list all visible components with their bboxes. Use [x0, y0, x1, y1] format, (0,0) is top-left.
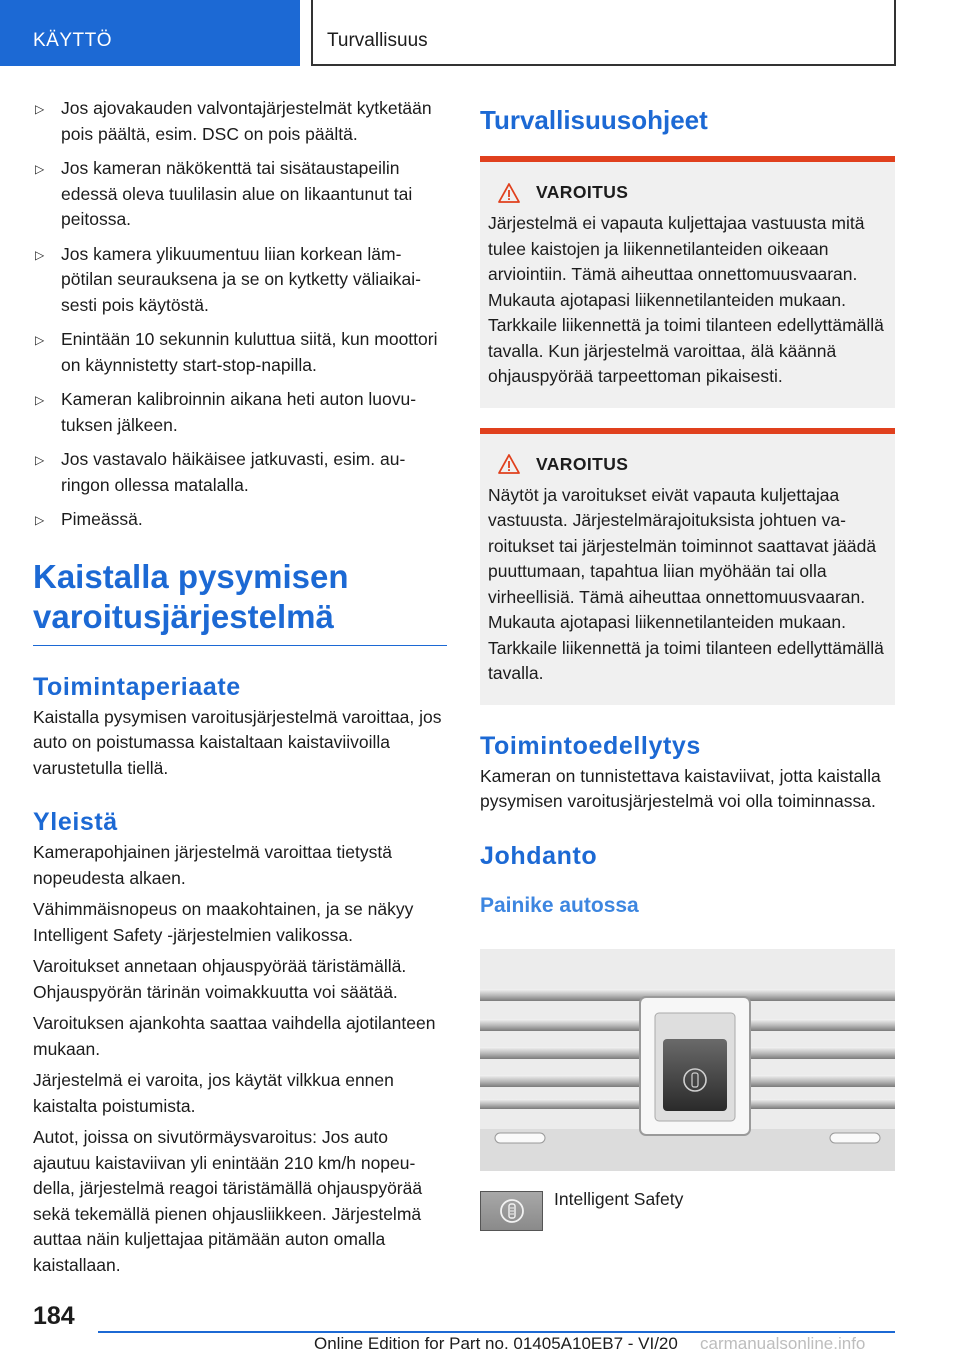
list-item: ▷ Enintään 10 sekunnin kuluttua siitä, kun moottori on käynnistetty start-stop-napilla.	[35, 329, 438, 375]
warning-triangle-icon	[498, 454, 520, 474]
list-item: ▷ Jos ajovakauden valvontajärjestelmät kytketään pois päältä, esim. DSC on pois päältä.	[35, 98, 432, 144]
list-item: ▷ Jos vastavalo häikäisee jatkuvasti, esim. auringon ollessa matalalla.	[35, 449, 406, 495]
vent-panel-image	[480, 949, 895, 1171]
button-legend-label: Intelligent Safety	[554, 1188, 684, 1209]
list-item: ▷ Jos kameran näkökenttä tai sisätaustapeilin edessä oleva tuulilasin alue on likaantunut tai peitossa.	[35, 158, 413, 229]
button-heading: Painike autossa	[480, 893, 639, 917]
general-paragraph: Järjestelmä ei varoita, jos käytät vilkkua ennen kaistalta poistumista.	[33, 1070, 394, 1116]
triangle-bullet-icon: ▷	[35, 513, 45, 527]
intro-heading: Johdanto	[480, 841, 598, 870]
edition-text: Online Edition for Part no. 01405A10EB7 - VI/20	[314, 1334, 678, 1353]
general-paragraph: Vähimmäisnopeus on maakohtainen, ja se näkyy Intelligent Safety -järjestelmien valikossa.	[33, 899, 414, 945]
page-number: 184	[33, 1302, 75, 1330]
warning-text: Järjestelmä ei vapauta kuljettajaa vastuusta mitä tulee kaistojen ja liikennetilanteiden oikeaan arviointiin. Tämä aiheuttaa onnettomuusvaaran. Mukauta ajotapasi liikennetilanteiden mukaan. Tarkkaile liikennettä ja toimi tilanteen edellyttämällä tavalla. Kun järjestelmä varoittaa, älä käännä ohjauspyörää tarpeettoman pikaisesti.	[488, 213, 884, 386]
safety-heading: Turvallisuusohjeet	[480, 105, 708, 135]
general-heading: Yleistä	[33, 808, 118, 836]
principle-heading: Toimintaperiaate	[33, 672, 241, 701]
warning-box	[480, 428, 895, 705]
page-header	[0, 0, 960, 66]
button-legend	[480, 1189, 895, 1231]
prerequisite-text: Kameran on tunnistettava kaistaviivat, jotta kaistalla pysymisen varoitusjärjestelmä voi olla toiminnassa.	[480, 765, 881, 811]
button-photo	[480, 949, 895, 1171]
general-paragraph: Varoitukset annetaan ohjauspyörää täristämällä. Ohjauspyörän tärinän voimakkuutta voi säätää.	[33, 956, 407, 1002]
chapter-tab: KÄYTTÖ	[0, 0, 300, 66]
warning-box	[480, 156, 895, 408]
general-paragraph: Autot, joissa on sivutörmäysvaroitus: Jos auto ajautuu kaistaviivan yli enintään 210 km/h nopeudella, järjestelmä reagoi täristämällä ohjauspyörää sekä tekemällä pienen ohjausliikkeen. Järjestelmä auttaa näin kuljettajaa pitämään auton omalla kaistallaan.	[33, 1127, 423, 1275]
triangle-bullet-icon: ▷	[35, 453, 45, 467]
right-column	[480, 96, 895, 1231]
warning-label: VAROITUS	[536, 453, 629, 474]
general-paragraph: Kamerapohjainen järjestelmä varoittaa tietystä nopeudesta alkaen.	[33, 842, 392, 888]
triangle-bullet-icon: ▷	[35, 162, 45, 176]
footer-divider	[98, 1331, 895, 1333]
triangle-bullet-icon: ▷	[35, 333, 45, 347]
list-item: ▷ Kameran kalibroinnin aikana heti auton luovutuksen jälkeen.	[35, 389, 417, 435]
main-title: Kaistalla pysymisen varoitusjärjestelmä	[33, 557, 447, 646]
left-column	[33, 96, 447, 1278]
warning-triangle-icon	[498, 183, 520, 203]
triangle-bullet-icon: ▷	[35, 247, 45, 262]
section-title: Turvallisuus	[311, 0, 896, 66]
bullet-list	[33, 96, 447, 533]
triangle-bullet-icon: ▷	[35, 102, 45, 116]
warning-label: VAROITUS	[536, 182, 629, 202]
principle-text: Kaistalla pysymisen varoitusjärjestelmä varoittaa, jos auto on poistumassa kaistaltaan kaistaviivoilla varustetulla tiellä.	[33, 706, 442, 778]
warning-text: Näytöt ja varoitukset eivät vapauta kuljettajaa vastuusta. Järjestelmärajoituksista johtuen varoitukset tai järjestelmän toiminnot saattavat jäädä puuttumaan, tapahtua liian myöhään tai olla virheellisiä. Tämä aiheuttaa onnettomuusvaaran. Mukauta ajotapasi liikennetilanteiden mukaan. Tarkkaile liikennettä ja toimi tilanteen edellyttämällä tavalla.	[488, 484, 884, 683]
intelligent-safety-button-icon	[480, 1191, 543, 1231]
watermark: carmanualsonline.info	[700, 1334, 866, 1353]
general-paragraph: Varoituksen ajankohta saattaa vaihdella ajotilanteen mukaan.	[33, 1013, 436, 1059]
list-item: ▷ Jos kamera ylikuumentuu liian korkean lämpötilan seurauksena ja se on kytketty väliaikaisesti pois käytöstä.	[35, 243, 421, 315]
prerequisite-heading: Toimintoedellytys	[480, 731, 701, 760]
triangle-bullet-icon: ▷	[35, 393, 45, 407]
list-item: ▷ Pimeässä.	[33, 507, 447, 533]
